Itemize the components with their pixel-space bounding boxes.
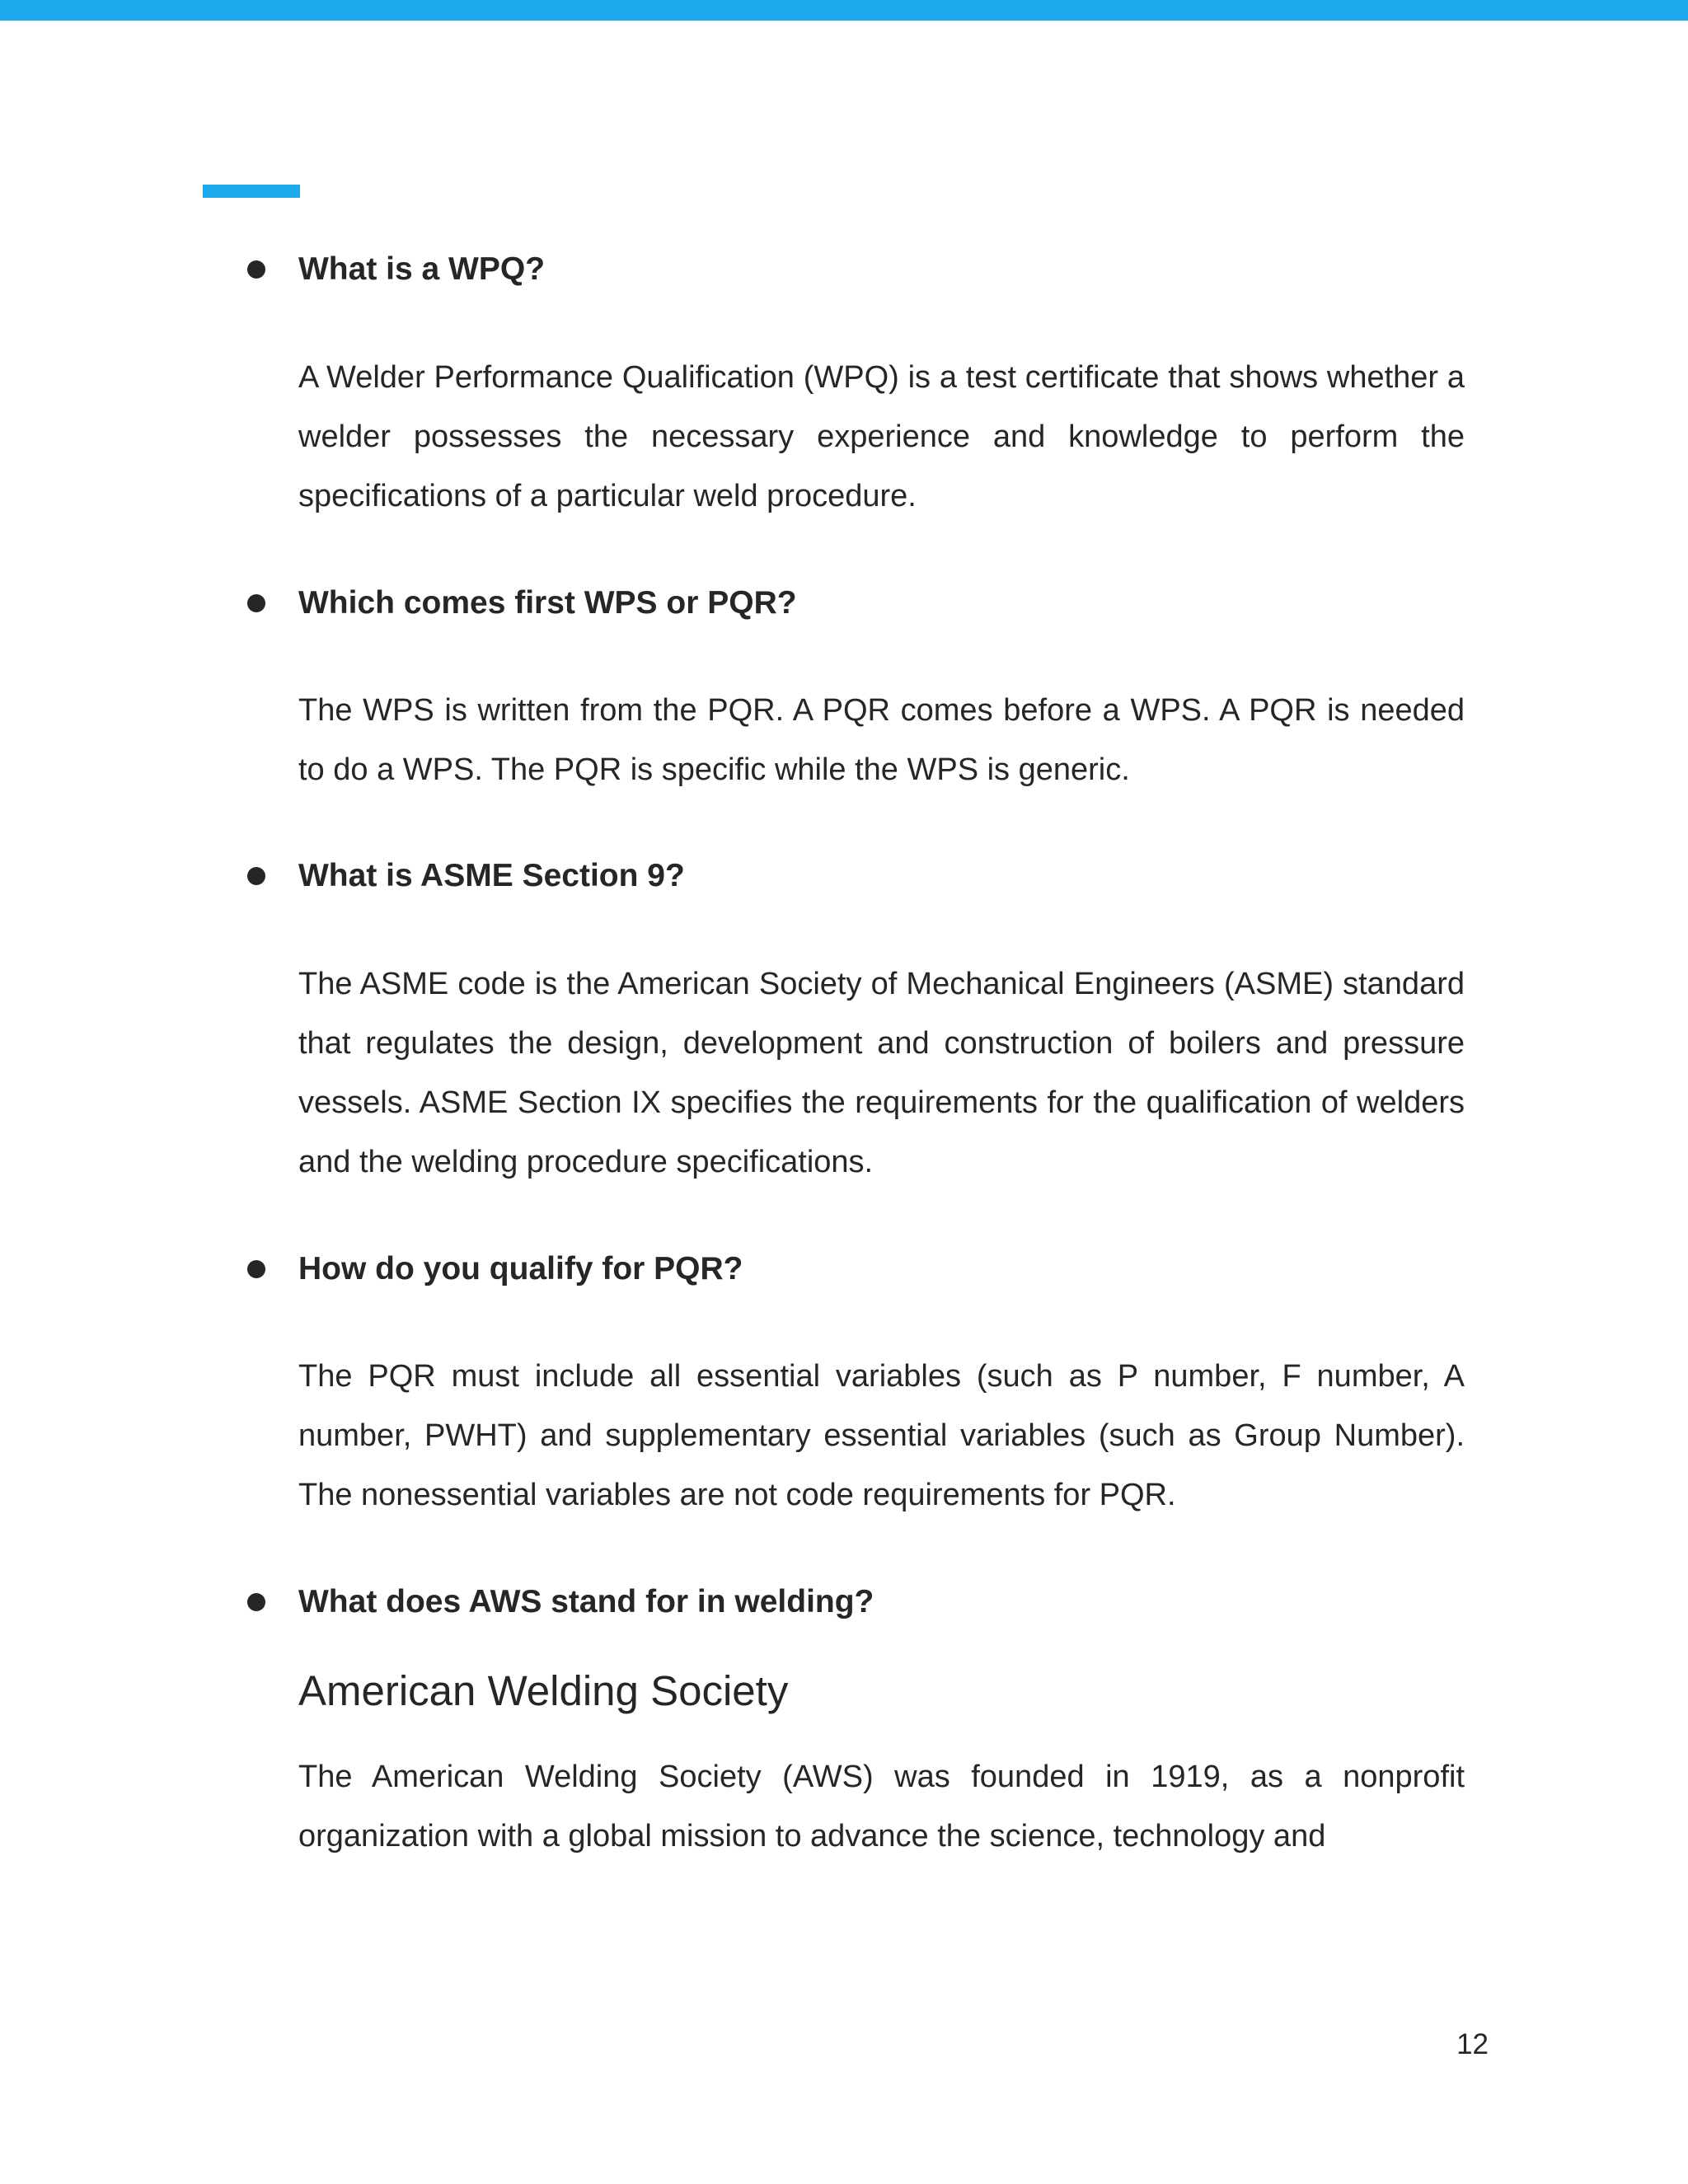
subheading-aws: American Welding Society xyxy=(298,1667,789,1714)
answer-paragraph-wps-pqr: The WPS is written from the PQR. A PQR comes before a WPS. A PQR is needed to do a WPS. The PQR is specific while the WPS is generic. xyxy=(298,693,1465,787)
question-heading-wps-pqr: Which comes first WPS or PQR? xyxy=(298,585,797,621)
answer-paragraph-pqr-qualify: The PQR must include all essential variables (such as P number, F number, A number, PWHT) and supplementary essential variables (such as Group Number). The nonessential variables are not code requirements for PQR. xyxy=(298,1359,1465,1512)
bullet-icon xyxy=(247,867,265,885)
question-heading-asme: What is ASME Section 9? xyxy=(298,858,685,893)
page-number: 12 xyxy=(1456,2028,1489,2060)
bullet-icon xyxy=(247,594,265,612)
question-heading-wpq: What is a WPQ? xyxy=(298,251,546,287)
section-accent-marker xyxy=(203,185,300,198)
question-heading-aws: What does AWS stand for in welding? xyxy=(298,1584,874,1619)
bullet-icon xyxy=(247,260,265,279)
header-accent-bar xyxy=(0,0,1688,21)
bullet-icon xyxy=(247,1593,265,1611)
answer-paragraph-asme: The ASME code is the American Society of Mechanical Engineers (ASME) standard that regulates the design, development and construction of boilers and pressure vessels. ASME Section IX specifies the requirements for the qualification of welders and the welding procedure specifications. xyxy=(298,967,1465,1179)
answer-paragraph-aws: The American Welding Society (AWS) was founded in 1919, as a nonprofit organization with a global mission to advance the science, technology and xyxy=(298,1760,1465,1854)
bullet-icon xyxy=(247,1260,265,1278)
answer-paragraph-wpq: A Welder Performance Qualification (WPQ) is a test certificate that shows whether a welder possesses the necessary experience and knowledge to perform the specifications of a particular weld procedure. xyxy=(298,360,1465,513)
question-heading-pqr-qualify: How do you qualify for PQR? xyxy=(298,1251,743,1286)
